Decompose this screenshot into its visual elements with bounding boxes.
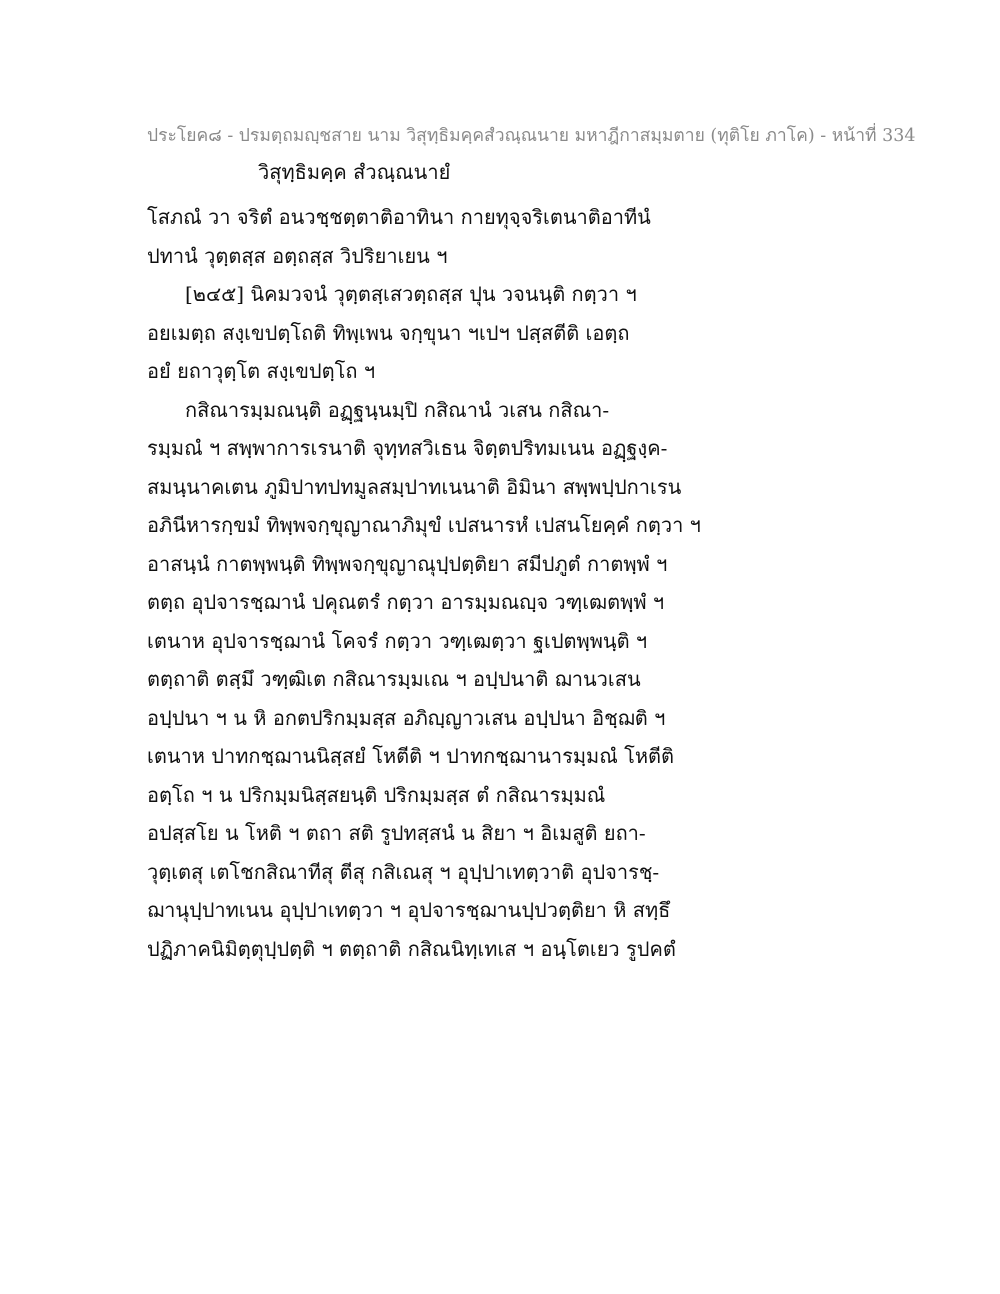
text-line: อปสฺสโย น โหติ ฯ ตถา สติ รูปทสฺสนํ น สิยา ฯ อิเมสูติ ยถา-: [147, 821, 646, 845]
text-line: ฌานุปฺปาทเนน อุปฺปาเทตฺวา ฯ อุปจารชฺฌานปฺปวตฺติยา หิ สทฺธึ: [147, 898, 671, 922]
text-line: อาสนฺนํ กาตพฺพนฺติ ทิพฺพจกฺขุญาณุปฺปตฺติยา สมีปภูตํ กาตพฺพํ ฯ: [147, 551, 668, 576]
text-line: เตนาห ปาทกชฺฌานนิสฺสยํ โหตีติ ฯ ปาทกชฺฌานารมฺมณํ โหตีติ: [147, 744, 675, 768]
text-line: เตนาห อุปจารชฺฌานํ โคจรํ กตฺวา วฑฺเฒตฺวา ฐเปตพฺพนฺติ ฯ: [147, 628, 648, 653]
text-line: กสิณารมฺมณนฺติ อฏฺฐนฺนมฺปิ กสิณานํ วเสน กสิณา-: [185, 397, 610, 422]
section-title: วิสุทฺธิมคฺค สํวณฺณนายํ: [258, 160, 451, 184]
text-line: ตตฺถ อุปจารชฺฌานํ ปคุณตรํ กตฺวา อารมฺมณญฺจ วฑฺเฒตพฺพํ ฯ: [147, 590, 665, 614]
text-line: วุตฺเตสุ เตโชกสิณาทีสุ ตีสุ กสิเณสุ ฯ อุปฺปาเทตฺวาติ อุปจารชฺ-: [147, 859, 660, 884]
text-line: สมนฺนาคเตน ภูมิปาทปทมูลสมฺปาทเนนาติ อิมินา สพฺพปฺปกาเรน: [147, 474, 682, 499]
text-line: [๒๔๕] นิคมวจนํ วุตฺตสฺเสวตฺถสฺส ปุน วจนนฺติ กตฺวา ฯ: [185, 282, 637, 306]
text-line: อยํ ยถาวุตฺโต สงฺเขปตฺโถ ฯ: [147, 359, 376, 383]
text-line: โสภณํ วา จริตํ อนวชฺชตฺตาติอาทินา กายทุจฺจริเตนาติอาทีนํ: [147, 205, 651, 229]
text-line: อตฺโถ ฯ น ปริกมฺมนิสฺสยนฺติ ปริกมฺมสฺส ตํ กสิณารมฺมณํ: [147, 782, 606, 807]
text-line: อยเมตฺถ สงฺเขปตฺโถติ ทิพฺเพน จกฺขุนา ฯเปฯ ปสฺสตีติ เอตฺถ: [147, 320, 630, 345]
text-line: ตตฺถาติ ตสฺมึ วฑฺฒิเต กสิณารมฺมเณ ฯ อปฺปนาติ ฌานวเสน: [147, 667, 641, 691]
running-header: ประโยค๘ - ปรมตฺถมญฺชสาย นาม วิสุทฺธิมคฺคสํวณฺณนาย มหาฎีกาสมฺมตาย (ทุติโย ภาโค) - หน้าที่ 334: [147, 126, 916, 146]
text-line: ปทานํ วุตฺตสฺส อตฺถสฺส วิปริยาเยน ฯ: [147, 243, 448, 268]
text-line: อปฺปนา ฯ น หิ อกตปริกมฺมสฺส อภิญฺญาวเสน อปฺปนา อิชฺฌติ ฯ: [147, 705, 666, 730]
body-text: [147, 198, 867, 968]
text-line: อภินีหารกฺขมํ ทิพฺพจกฺขุญาณาภิมุขํ เปสนารหํ เปสนโยคฺคํ กตฺวา ฯ: [147, 513, 701, 537]
text-line: ปฏิภาคนิมิตฺตุปฺปตฺติ ฯ ตตฺถาติ กสิณนิทฺเทเส ฯ อนฺโตเยว รูปคตํ: [147, 936, 676, 961]
text-line: รมฺมณํ ฯ สพฺพาการเรนาติ จุทฺทสวิเธน จิตฺตปริทมเนน อฏฺฐงฺค-: [147, 436, 668, 460]
